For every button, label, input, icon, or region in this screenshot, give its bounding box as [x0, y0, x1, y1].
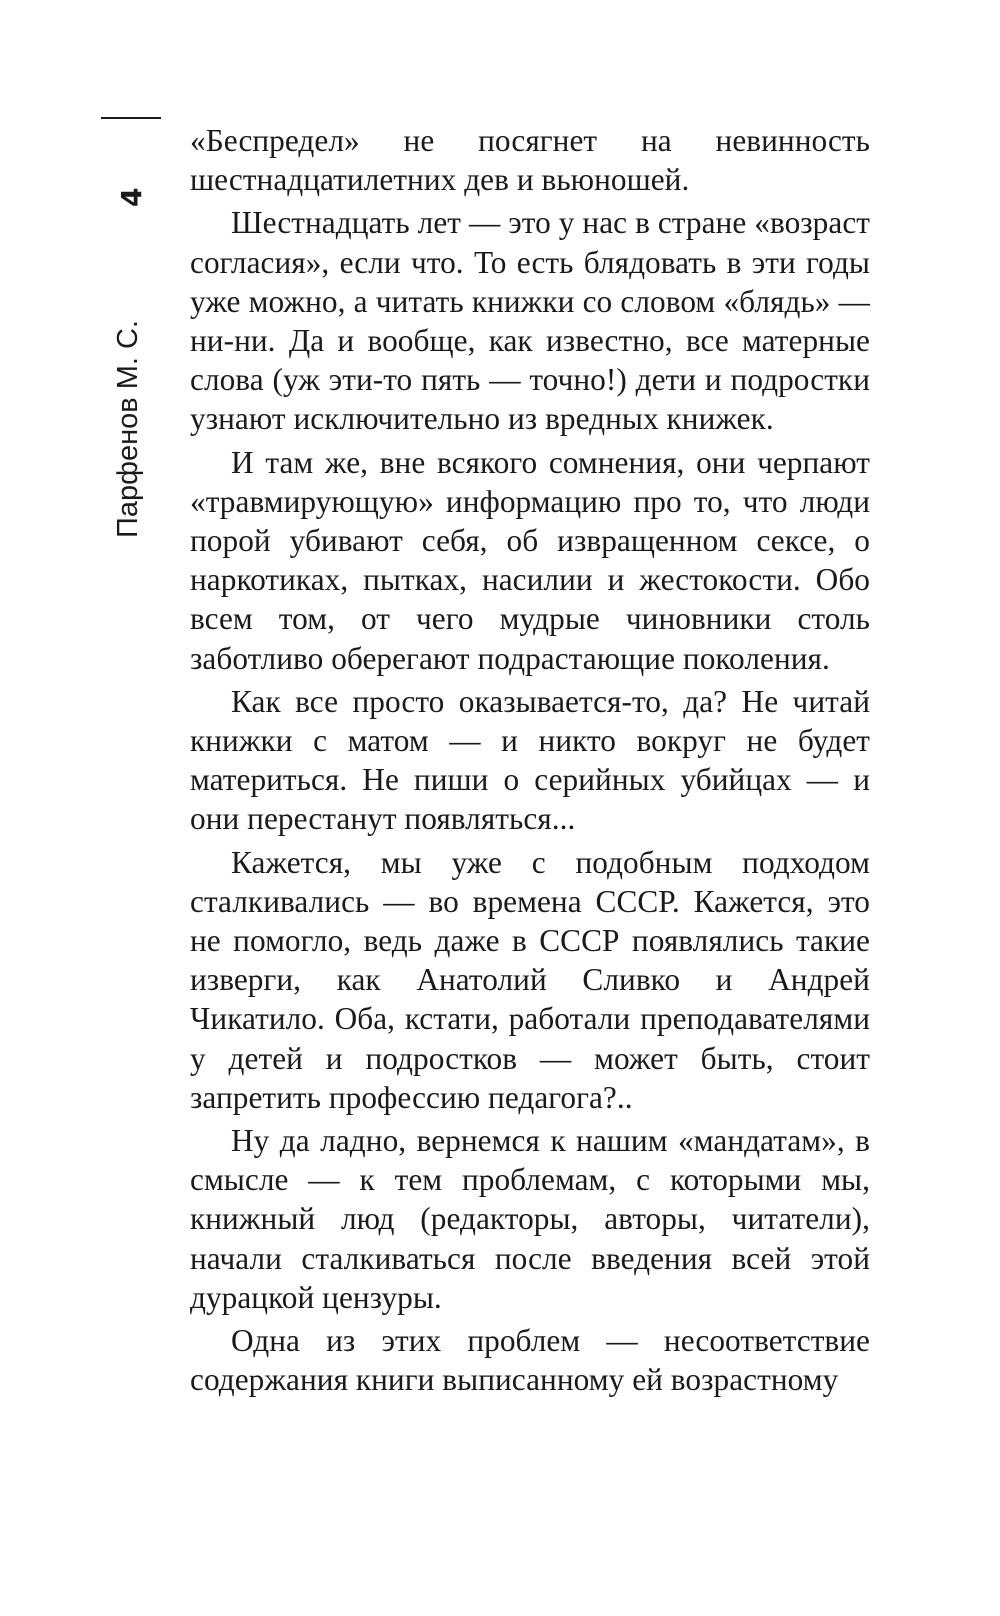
paragraph: Шестнадцать лет — это у нас в стране «возраст согласия», если что. То есть блядовать в эти годы уже можно, а читать книжки со словом «блядь» — ни-ни. Да и вообще, как известно, все матерные слова (уж эти-то пять — точно!) дети и подростки узнают исключительно из вредных книжек.	[190, 205, 870, 437]
paragraph: И там же, вне всякого сомнения, они черпают «травмирующую» информацию про то, что люди порой убивают себя, об извращенном сексе, о наркотиках, пытках, насилии и жестокости. Обо всем том, от чего мудрые чиновники столь заботливо оберегают подрастающие поколения.	[190, 444, 870, 676]
page-number: 4	[115, 187, 148, 207]
paragraph: Как все просто оказывается-то, да? Не читай книжки с матом — и никто вокруг не будет материться. Не пиши о серийных убийцах — и они перестанут появляться...	[190, 683, 870, 837]
running-head-author: Парфенов М. С.	[112, 320, 144, 538]
paragraph: Ну да ладно, вернемся к нашим «мандатам», в смысле — к тем проблемам, с которыми мы, книжный люд (редакторы, авторы, читатели), начали сталкиваться после введения всей этой дурацкой цензуры.	[190, 1123, 870, 1315]
paragraph: «Беспредел» не посягнет на невинность шестнадцатилетних дев и вьюношей.	[190, 123, 870, 198]
paragraph: Кажется, мы уже с подобным подходом сталкивались — во времена СССР. Кажется, это не помогло, ведь даже в СССР появлялись такие изверги, как Анатолий Сливко и Андрей Чикатило. Оба, кстати, работали преподавателями у детей и подростков — может быть, стоит запретить профессию педагога?..	[190, 844, 870, 1115]
body-text	[190, 121, 870, 1404]
header-rule	[101, 117, 161, 119]
paragraph: Одна из этих проблем — несоответствие содержания книги выписанному ей возрастному	[190, 1323, 870, 1398]
